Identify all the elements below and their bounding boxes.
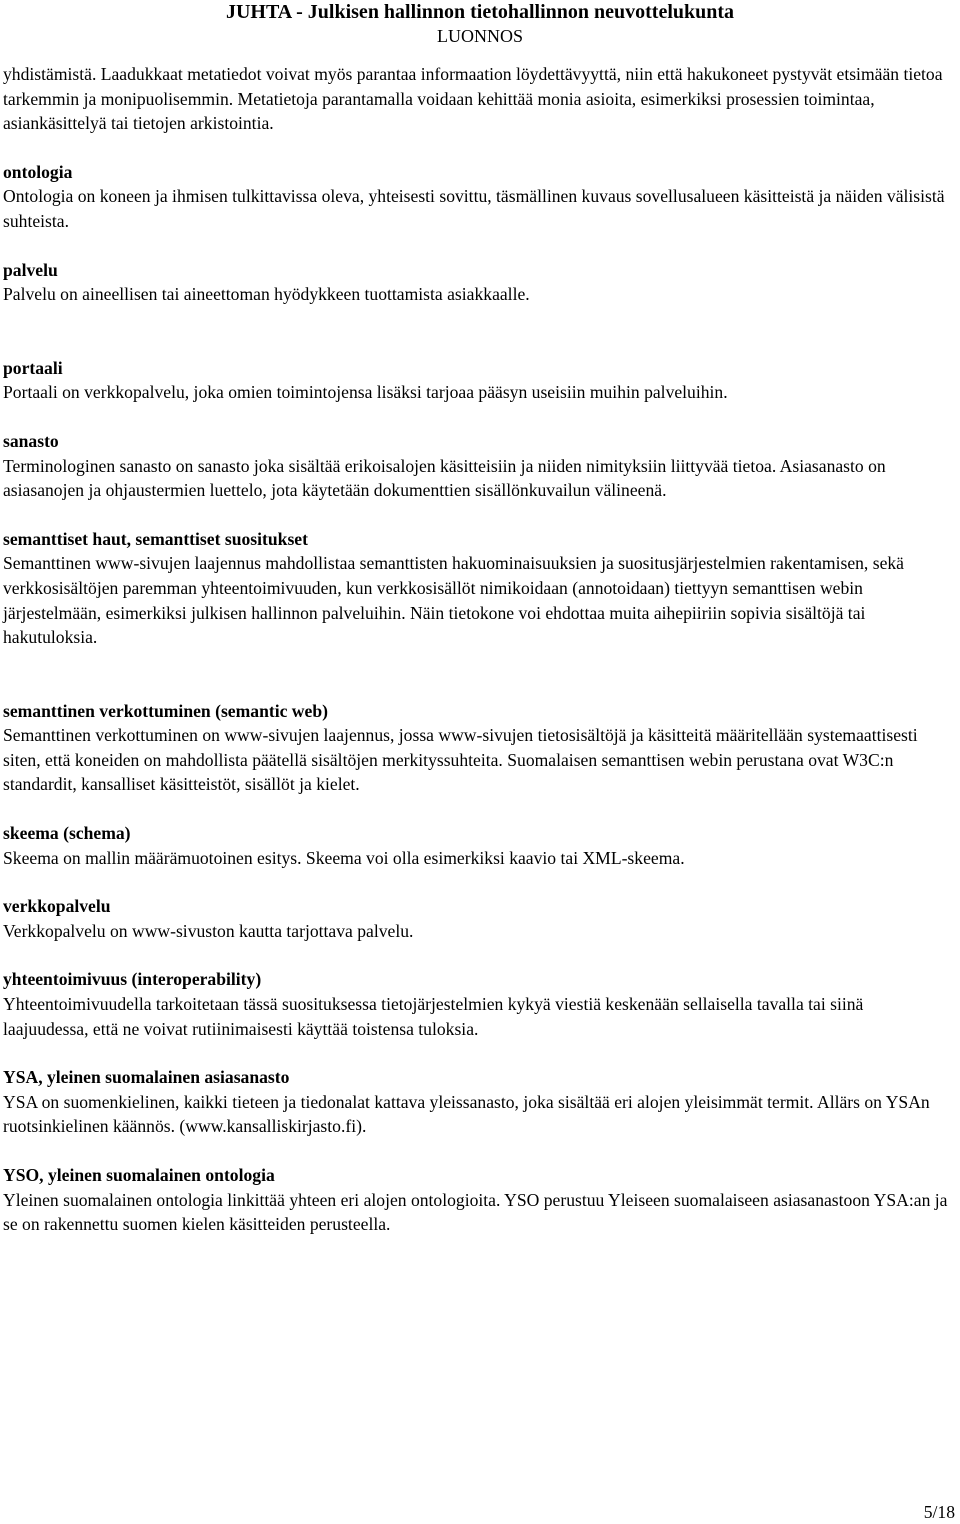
entry-term: semanttiset haut, semanttiset suositukset xyxy=(3,528,308,549)
glossary-entry-yso xyxy=(3,1163,953,1237)
entry-definition: Semanttinen verkottuminen on www-sivujen laajennus, jossa www-sivujen tietosisältöjä ja käsitteitä määritellään systemaattisesti siten, että koneiden on mahdollista päätellä sisältöjen merkityssuhteita. Suomalaisen semanttisen webin perustana ovat W3C:n standardit, kansalliset käsitteistöt, sisällöt ja kielet. xyxy=(3,725,918,795)
glossary-entry-semanttiset-haut xyxy=(3,527,953,650)
glossary-entry-skeema xyxy=(3,821,953,870)
glossary-entry-sanasto xyxy=(3,429,953,503)
glossary-entry-verkkopalvelu xyxy=(3,894,953,943)
glossary-content xyxy=(3,62,953,1237)
entry-definition: Yleinen suomalainen ontologia linkittää yhteen eri alojen ontologioita. YSO perustuu Yleiseen suomalaiseen asiasanastoon YSA:an ja se on rakennettu suomen kielen käsitteiden perusteella. xyxy=(3,1189,948,1235)
entry-term: verkkopalvelu xyxy=(3,896,111,917)
entry-definition: Yhteentoimivuudella tarkoitetaan tässä suosituksessa tietojärjestelmien kykyä viestiä keskenään sellaisella tavalla tai siinä laajuudessa, että ne voivat rutiinimaisesti käyttää toistensa tuloksia. xyxy=(3,994,864,1039)
entry-term: portaali xyxy=(3,357,63,378)
draft-label: LUONNOS xyxy=(436,26,523,46)
entry-definition: Semanttinen www-sivujen laajennus mahdollistaa semanttisten hakuominaisuuksien ja suositusjärjestelmien rakentamisen, sekä verkkosisältöjen paremman yhteentoimivuuden, kun verkkosisällöt nimikoidaan (annotoidaan) tiettyyn semanttisen webin järjestelmään, esimerkiksi julkisen hallinnon palveluihin. Näin tietokone voi ehdottaa muita aihepiiriin sopivia sisältöjä tai hakutuloksia. xyxy=(3,553,904,648)
entry-definition: Ontologia on koneen ja ihmisen tulkittavissa oleva, yhteisesti sovittu, täsmällinen kuvaus sovellusalueen käsitteistä ja näiden välisistä suhteista. xyxy=(3,186,945,231)
entry-term: YSO, yleinen suomalainen ontologia xyxy=(3,1165,275,1185)
entry-term: semanttinen verkottuminen (semantic web) xyxy=(3,700,328,721)
glossary-entry-yhteentoimivuus xyxy=(3,967,953,1041)
entry-definition: Terminologinen sanasto on sanasto joka sisältää erikoisalojen käsitteisiin ja niiden nimityksiin liittyvää tietoa. Asiasanasto on asiasanojen ja ohjaustermien luettelo, jota käytetään dokumenttien sisällönkuvailun välineenä. xyxy=(3,455,886,501)
entry-term: skeema (schema) xyxy=(3,823,131,844)
glossary-entry-semantic-web xyxy=(3,699,953,797)
glossary-entry-portaali xyxy=(3,356,953,405)
entry-definition: Portaali on verkkopalvelu, joka omien toimintojensa lisäksi tarjoaa pääsyn useisiin muihin palveluihin. xyxy=(3,382,728,403)
glossary-entry-ontologia xyxy=(3,160,953,234)
entry-term: sanasto xyxy=(3,430,59,451)
entry-definition: Skeema on mallin määrämuotoinen esitys. Skeema voi olla esimerkiksi kaavio tai XML-skeema. xyxy=(3,847,685,868)
page-number: 5/18 xyxy=(923,1502,955,1522)
entry-definition: Palvelu on aineellisen tai aineettoman hyödykkeen tuottamista asiakkaalle. xyxy=(3,284,530,305)
page-header xyxy=(0,0,960,48)
entry-definition: YSA on suomenkielinen, kaikki tieteen ja tiedonalat kattava yleissanasto, joka sisältää eri alojen yleisimmät termit. Allärs on YSAn ruotsinkielinen käännös. (www.kansalliskirjasto.fi). xyxy=(3,1091,930,1137)
intro-paragraph: yhdistämistä. Laadukkaat metatiedot voivat myös parantaa informaation löydettävyyttä, niin että hakukoneet pystyvät etsimään tietoa tarkemmin ja monipuolisemmin. Metatietoja parantamalla voidaan kehittää monia asioita, esimerkiksi prosessien toimintaa, asiankäsittelyä tai tietojen arkistointia. xyxy=(3,64,943,134)
glossary-entry-ysa xyxy=(3,1065,953,1139)
document-title: JUHTA - Julkisen hallinnon tietohallinnon neuvottelukunta xyxy=(225,1,735,23)
entry-term: YSA, yleinen suomalainen asiasanasto xyxy=(3,1067,290,1088)
entry-definition: Verkkopalvelu on www-sivuston kautta tarjottava palvelu. xyxy=(3,920,414,941)
entry-term: ontologia xyxy=(3,161,73,182)
entry-term: yhteentoimivuus (interoperability) xyxy=(3,969,262,990)
entry-term: palvelu xyxy=(3,259,58,280)
glossary-entry-palvelu xyxy=(3,258,953,307)
